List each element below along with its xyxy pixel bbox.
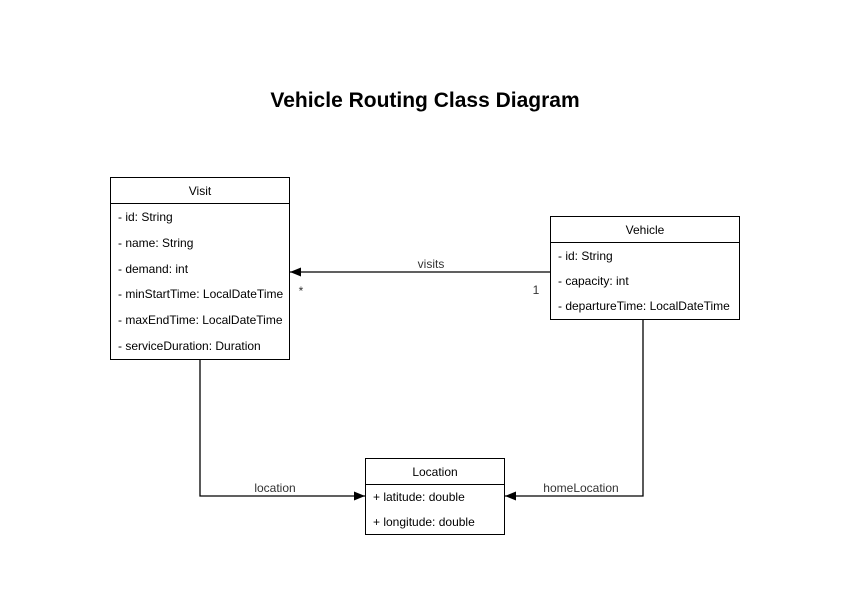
attribute: - maxEndTime: LocalDateTime — [118, 313, 283, 328]
location-association-line — [200, 360, 365, 496]
attribute: + latitude: double — [373, 490, 465, 505]
attribute: - departureTime: LocalDateTime — [558, 299, 730, 314]
diagram-title: Vehicle Routing Class Diagram — [270, 89, 580, 112]
class-location-attributes — [366, 485, 504, 534]
attribute: - capacity: int — [558, 273, 629, 288]
visits-source-multiplicity: 1 — [532, 283, 540, 297]
homelocation-association-line — [505, 320, 643, 496]
class-visit — [110, 177, 290, 360]
attribute: - name: String — [118, 235, 194, 250]
attribute: - id: String — [118, 209, 173, 224]
class-vehicle-attributes — [551, 243, 739, 319]
visits-edge-label: visits — [417, 257, 445, 271]
class-location-name: Location — [366, 459, 504, 485]
class-visit-name: Visit — [111, 178, 289, 204]
class-location — [365, 458, 505, 535]
class-vehicle-name: Vehicle — [551, 217, 739, 243]
attribute: - id: String — [558, 248, 613, 263]
attribute: + longitude: double — [373, 514, 475, 529]
homelocation-edge-label: homeLocation — [543, 481, 619, 495]
visits-target-multiplicity: * — [298, 284, 304, 298]
class-visit-attributes — [111, 204, 289, 359]
attribute: - demand: int — [118, 261, 189, 276]
attribute: - serviceDuration: Duration — [118, 339, 261, 354]
class-vehicle — [550, 216, 740, 320]
location-edge-label: location — [254, 481, 296, 495]
attribute: - minStartTime: LocalDateTime — [118, 287, 284, 302]
